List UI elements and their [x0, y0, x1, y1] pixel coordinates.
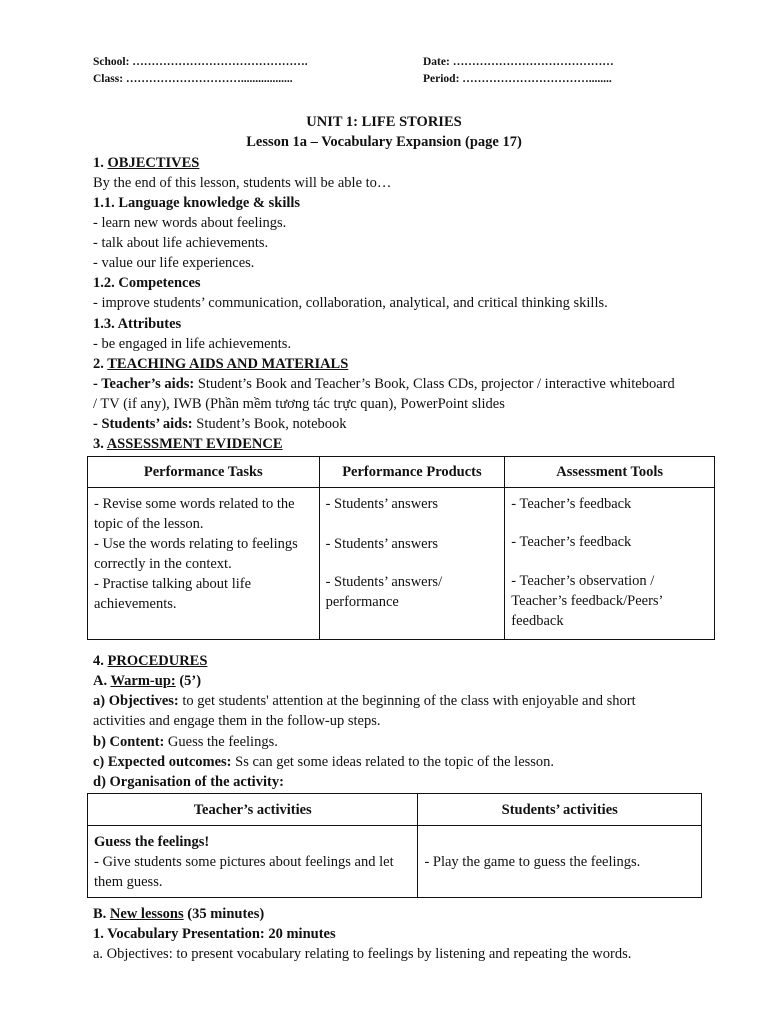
task-item: - Revise some words related to the topic of the lesson.: [94, 496, 295, 532]
attributes-item: - be engaged in life achievements.: [93, 336, 292, 352]
step-time: (5’): [175, 673, 202, 689]
section-number: 1.: [93, 155, 108, 171]
vocab-objectives: a. Objectives: to present vocabulary relating to feelings by listening and repeating the words.: [93, 946, 632, 962]
student-activity: - Play the game to guess the feelings.: [424, 854, 641, 870]
teacher-activity: - Give students some pictures about feelings and let them guess.: [94, 854, 394, 890]
step-time: (35 minutes): [183, 906, 265, 922]
new-lessons-heading: [93, 904, 264, 924]
objectives-intro: By the end of this lesson, students will be able to…: [93, 175, 392, 191]
table-row: [88, 826, 702, 898]
objectives-label: a) Objectives:: [93, 693, 179, 709]
lk-item: - talk about life achievements.: [93, 235, 269, 251]
product-item: - Students’ answers: [325, 536, 439, 552]
section-title: TEACHING AIDS AND MATERIALS: [107, 356, 349, 372]
warmup-content: [93, 732, 278, 752]
language-knowledge-heading: 1.1. Language knowledge & skills: [93, 195, 301, 211]
objectives-heading: [93, 153, 199, 173]
outcomes-text: Ss can get some ideas related to the topic of the lesson.: [231, 754, 555, 770]
tool-item: - Teacher’s feedback: [511, 496, 632, 512]
section-number: 3.: [93, 436, 107, 452]
warmup-heading: [93, 671, 201, 691]
product-item: - Students’ answers/ performance: [325, 574, 443, 610]
content-text: Guess the feelings.: [164, 734, 278, 750]
warmup-outcomes: [93, 752, 554, 772]
assessment-table: [87, 456, 715, 640]
period-field: Period: ……………………………........: [423, 73, 612, 85]
school-field: School: ……………………………………….: [93, 56, 308, 68]
product-item: - Students’ answers: [325, 496, 439, 512]
assessment-heading: [93, 434, 283, 454]
student-activity-cell: [418, 826, 702, 898]
procedures-heading: [93, 651, 207, 671]
lk-item: - learn new words about feelings.: [93, 215, 287, 231]
header-left: [93, 54, 308, 88]
products-cell: [319, 488, 505, 640]
unit-title: UNIT 1: LIFE STORIES: [306, 114, 462, 130]
step-letter: A.: [93, 673, 111, 689]
tools-cell: [505, 488, 715, 640]
column-header: Students’ activities: [418, 794, 702, 826]
section-title: PROCEDURES: [107, 653, 208, 669]
activity-title: Guess the feelings!: [94, 834, 210, 850]
competences-item: - improve students’ communication, collaboration, analytical, and critical thinking skills.: [93, 295, 608, 311]
section-title: ASSESSMENT EVIDENCE: [106, 436, 283, 452]
section-number: 4.: [93, 653, 108, 669]
teacher-aids: [93, 374, 675, 394]
outcomes-label: c) Expected outcomes:: [93, 754, 232, 770]
warmup-objectives-continued: activities and engage them in the follow-up steps.: [93, 713, 381, 729]
table-header-row: [88, 794, 702, 826]
table-row: [88, 488, 715, 640]
activity-table: [87, 793, 702, 898]
table-header-row: [88, 457, 715, 488]
competences-heading: 1.2. Competences: [93, 275, 201, 291]
teacher-activity-cell: [88, 826, 418, 898]
vocab-presentation-heading: 1. Vocabulary Presentation: 20 minutes: [93, 926, 336, 942]
step-title: New lessons: [109, 906, 184, 922]
attributes-heading: 1.3. Attributes: [93, 316, 182, 332]
teacher-aids-continued: / TV (if any), IWB (Phần mềm tương tác trực quan), PowerPoint slides: [93, 396, 505, 412]
column-header: Assessment Tools: [505, 457, 715, 488]
section-number: 2.: [93, 356, 108, 372]
students-aids-text: Student’s Book, notebook: [192, 416, 347, 432]
teacher-aids-label: - Teacher’s aids:: [93, 376, 195, 392]
tasks-cell: [88, 488, 320, 640]
section-title: OBJECTIVES: [107, 155, 200, 171]
column-header: Teacher’s activities: [88, 794, 418, 826]
column-header: Performance Tasks: [88, 457, 320, 488]
step-letter: B.: [93, 906, 110, 922]
students-aids-label: - Students’ aids:: [93, 416, 193, 432]
date-field: Date: ……………………………………: [423, 56, 614, 68]
teacher-aids-text: Student’s Book and Teacher’s Book, Class CDs, projector / interactive whiteboard: [194, 376, 675, 392]
warmup-objectives: [93, 691, 636, 711]
task-item: - Use the words relating to feelings correctly in the context.: [94, 536, 298, 572]
class-field: Class: …………………………..................: [93, 73, 293, 85]
content-label: b) Content:: [93, 734, 165, 750]
students-aids: [93, 414, 347, 434]
objectives-text: to get students' attention at the beginning of the class with enjoyable and short: [178, 693, 636, 709]
organisation-heading: d) Organisation of the activity:: [93, 774, 284, 790]
tool-item: - Teacher’s feedback: [511, 534, 632, 550]
column-header: Performance Products: [319, 457, 505, 488]
task-item: - Practise talking about life achievements.: [94, 576, 252, 612]
teaching-aids-heading: [93, 354, 348, 374]
lesson-title: Lesson 1a – Vocabulary Expansion (page 17): [246, 134, 522, 150]
header-right: [423, 54, 614, 88]
lk-item: - value our life experiences.: [93, 255, 255, 271]
step-title: Warm-up:: [110, 673, 176, 689]
tool-item: - Teacher’s observation / Teacher’s feedback/Peers’ feedback: [511, 573, 663, 629]
